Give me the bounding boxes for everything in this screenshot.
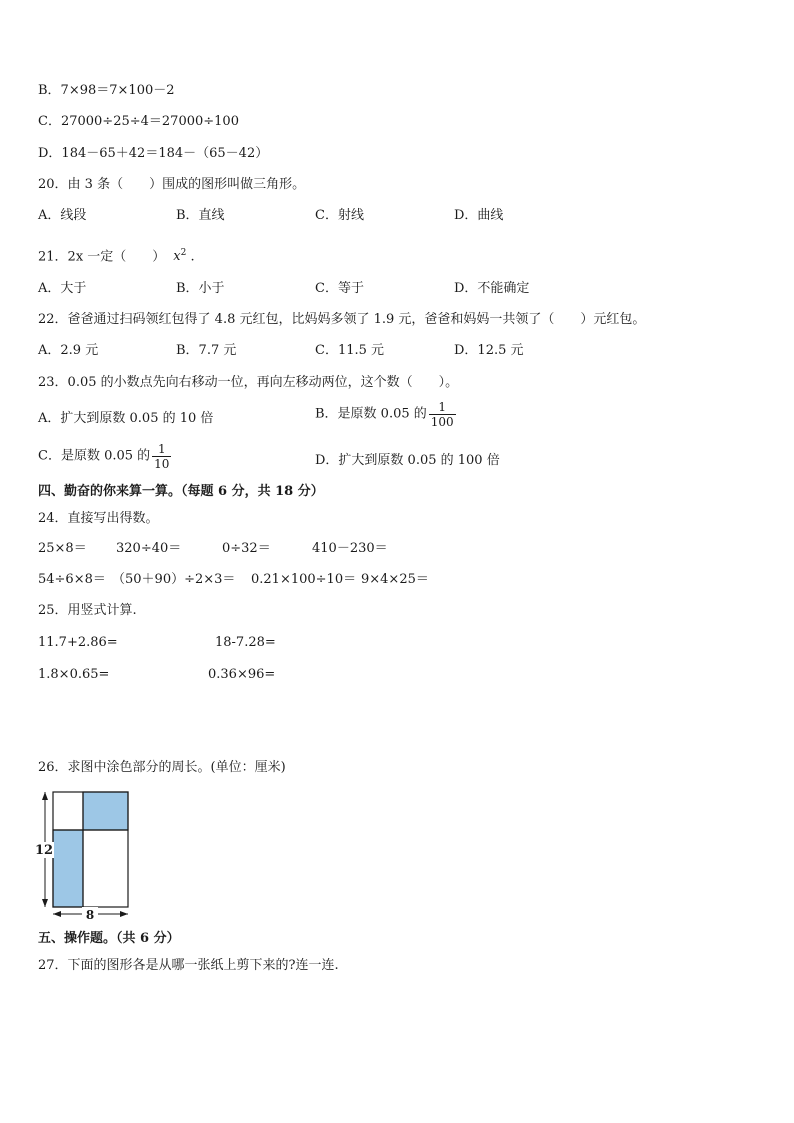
q25-expr-1: 11.7+2.86= [38,635,118,650]
fraction-numerator: 1 [429,400,456,415]
q24-expr-5: 54÷6×8＝ [38,572,106,587]
option-23c-fraction [152,442,171,471]
question-23: 23．0.05 的小数点先向右移动一位，再向左移动两位，这个数（ ）。 [38,375,459,390]
height-arrow-top [42,792,48,800]
section-5-heading: 五、操作题。（共 6 分） [38,931,180,946]
q24-expr-4: 410－230＝ [312,541,388,556]
option-20a: A．线段 [38,208,87,223]
question-21-variable: x [173,249,181,265]
option-21c: C．等于 [315,281,364,296]
question-22: 22．爸爸通过扫码领红包得了 4.8 元红包，比妈妈多领了 1.9 元，爸爸和妈妈一共领了（ ）元红包。 [38,312,646,327]
question-24: 24．直接写出得数。 [38,511,159,526]
option-23a: A．扩大到原数 0.05 的 10 倍 [38,411,214,426]
option-22c: C．11.5 元 [315,343,385,358]
shaded-rect-bottom-left [53,830,83,907]
option-19d: D．184－65＋42＝184－（65－42） [38,146,269,161]
question-21-exponent: 2 [180,248,187,258]
option-21a: A．大于 [38,281,87,296]
option-19b: B．7×98＝7×100－2 [38,83,175,98]
fraction-denominator: 100 [430,415,454,429]
width-label: 8 [85,908,95,921]
q24-expr-3: 0÷32＝ [222,541,271,556]
option-22b: B．7.7 元 [176,343,237,358]
shaded-rect-top-right [83,792,128,830]
option-23b [315,400,456,429]
q25-expr-3: 1.8×0.65= [38,667,110,682]
fraction-denominator: 10 [154,457,170,471]
option-23d: D．扩大到原数 0.05 的 100 倍 [315,453,500,468]
height-arrow-bottom [42,899,48,907]
option-23c-text: C．是原数 0.05 的 [38,448,151,464]
width-arrow-left [53,911,61,917]
option-22a: A．2.9 元 [38,343,99,358]
option-19c: C．27000÷25÷4＝27000÷100 [38,114,239,129]
option-20b: B．直线 [176,208,225,223]
option-23c [38,442,171,471]
perimeter-figure [30,786,140,921]
q25-expr-2: 18-7.28= [215,635,276,650]
question-21-text: 21．2x 一定（ ） [38,249,166,265]
height-label: 12 [34,843,54,858]
q24-expr-7: 0.21×100÷10＝ [251,572,357,587]
fraction-numerator: 1 [152,442,171,457]
q24-expr-2: 320÷40＝ [116,541,182,556]
section-4-heading: 四、勤奋的你来算一算。（每题 6 分，共 18 分） [38,484,324,499]
option-21d: D．不能确定 [454,281,530,296]
question-20: 20．由 3 条（ ）围成的图形叫做三角形。 [38,177,306,192]
option-23b-fraction [429,400,456,429]
question-25: 25．用竖式计算. [38,603,137,618]
q25-expr-4: 0.36×96= [208,667,276,682]
option-21b: B．小于 [176,281,225,296]
width-arrow-right [120,911,128,917]
question-27: 27．下面的图形各是从哪一张纸上剪下来的?连一连. [38,958,339,973]
question-26: 26．求图中涂色部分的周长。(单位：厘米) [38,760,286,775]
question-21 [38,244,195,266]
option-20c: C．射线 [315,208,364,223]
option-23b-text: B．是原数 0.05 的 [315,406,427,422]
question-21-suffix: . [186,249,195,265]
q24-expr-1: 25×8＝ [38,541,87,556]
q24-expr-6: （50＋90）÷2×3＝ [112,572,236,587]
q24-expr-8: 9×4×25＝ [361,572,429,587]
option-20d: D．曲线 [454,208,504,223]
option-22d: D．12.5 元 [454,343,524,358]
